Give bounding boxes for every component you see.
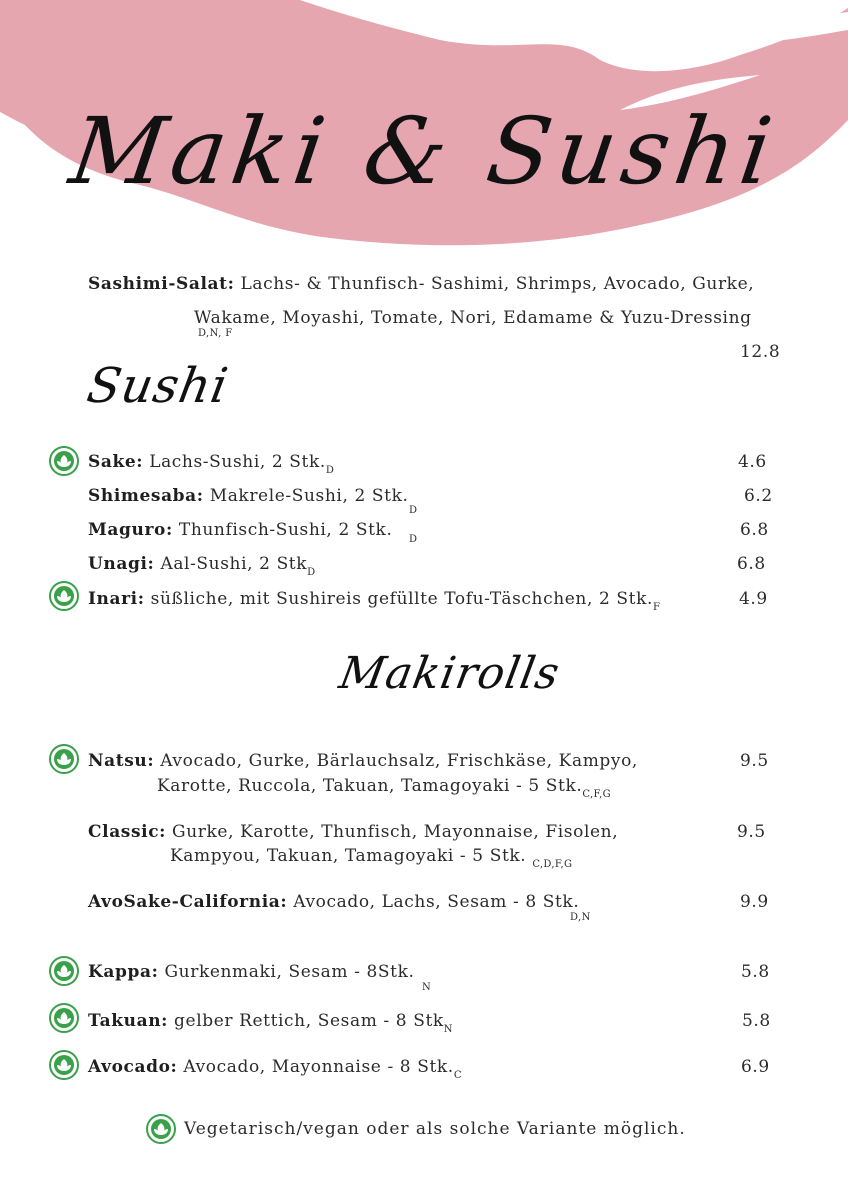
vegetarian-legend: Vegetarisch/vegan oder als solche Variante möglich.	[184, 1119, 686, 1139]
menu-item-natsu-line-2	[157, 776, 611, 805]
item-price: 9.5	[740, 751, 769, 771]
item-desc: Avocado, Gurke, Bärlauchsalz, Frischkäse, Kampyo,	[160, 751, 638, 771]
item-allergens: F	[652, 602, 661, 613]
menu-item-classic	[88, 822, 618, 842]
item-price: 6.8	[737, 554, 766, 574]
item-price: 4.9	[739, 589, 768, 609]
item-name: Natsu:	[88, 751, 155, 771]
item-price: 6.8	[740, 520, 769, 540]
item-desc: süßliche, mit Sushireis gefüllte Tofu-Täschchen, 2 Stk.	[150, 589, 653, 609]
item-desc: Karotte, Ruccola, Takuan, Tamagoyaki - 5 Stk.	[157, 776, 583, 796]
item-allergens: C	[453, 1070, 462, 1081]
item-name: Maguro:	[88, 520, 173, 540]
item-desc: Gurke, Karotte, Thunfisch, Mayonnaise, Fisolen,	[172, 822, 619, 842]
item-allergens: N	[443, 1024, 453, 1035]
item-name: Avocado:	[88, 1057, 178, 1077]
salad-allergens: D,N, F	[198, 328, 233, 339]
vegetarian-leaf-icon	[146, 1114, 176, 1144]
vegetarian-leaf-icon	[49, 581, 79, 611]
item-allergens: D,N	[570, 912, 591, 923]
vegetarian-leaf-icon	[49, 744, 79, 774]
item-name: Unagi:	[88, 554, 155, 574]
item-name: Takuan:	[88, 1011, 169, 1031]
vegetarian-leaf-icon	[49, 1003, 79, 1033]
item-desc: Thunfisch-Sushi, 2 Stk.	[178, 520, 393, 540]
salad-name: Sashimi-Salat:	[88, 274, 235, 294]
item-name: AvoSake-California:	[88, 892, 288, 912]
menu-item-avosake-california	[88, 892, 579, 912]
item-price: 5.8	[742, 1011, 771, 1031]
menu-item-classic-line-2	[170, 846, 572, 875]
menu-item-kappa	[88, 962, 415, 982]
menu-item-inari	[88, 589, 660, 618]
menu-item-avocado	[88, 1057, 462, 1086]
item-desc: Avocado, Mayonnaise - 8 Stk.	[183, 1057, 454, 1077]
item-name: Kappa:	[88, 962, 159, 982]
item-name: Classic:	[88, 822, 167, 842]
item-allergens: N	[422, 982, 432, 993]
salad-line-1	[88, 274, 754, 294]
item-allergens: D	[409, 505, 418, 516]
item-desc: Avocado, Lachs, Sesam - 8 Stk.	[293, 892, 580, 912]
item-name: Sake:	[88, 452, 144, 472]
item-price: 6.9	[741, 1057, 770, 1077]
item-price: 9.5	[737, 822, 766, 842]
item-allergens: D	[307, 567, 316, 578]
section-heading-sushi: Sushi	[83, 358, 233, 414]
menu-item-natsu	[88, 751, 638, 771]
menu-item-shimesaba	[88, 486, 408, 506]
salad-price: 12.8	[740, 342, 781, 362]
salad-desc-2: Wakame, Moyashi, Tomate, Nori, Edamame & Yuzu-Dressing	[194, 308, 752, 328]
item-name: Inari:	[88, 589, 145, 609]
item-desc: Makrele-Sushi, 2 Stk.	[209, 486, 409, 506]
vegetarian-leaf-icon	[49, 956, 79, 986]
section-heading-makirolls: Makirolls	[335, 648, 564, 699]
item-name: Shimesaba:	[88, 486, 204, 506]
item-price: 4.6	[738, 452, 767, 472]
vegetarian-leaf-icon	[49, 1050, 79, 1080]
menu-item-takuan	[88, 1011, 453, 1040]
item-desc: Kampyou, Takuan, Tamagoyaki - 5 Stk.	[170, 846, 527, 866]
item-desc: Gurkenmaki, Sesam - 8Stk.	[164, 962, 415, 982]
item-allergens: D	[325, 465, 335, 476]
item-allergens: C,D,F,G	[532, 859, 573, 870]
menu-item-maguro	[88, 520, 392, 540]
menu-item-unagi	[88, 554, 315, 583]
vegetarian-leaf-icon	[49, 446, 79, 476]
page-title: Maki & Sushi	[64, 98, 784, 205]
item-allergens: D	[409, 534, 418, 545]
item-desc: Aal-Sushi, 2 Stk	[160, 554, 308, 574]
item-price: 6.2	[744, 486, 773, 506]
item-price: 5.8	[741, 962, 770, 982]
item-desc: gelber Rettich, Sesam - 8 Stk	[174, 1011, 444, 1031]
item-allergens: C,F,G	[582, 789, 611, 800]
menu-item-sake	[88, 452, 334, 481]
item-price: 9.9	[740, 892, 769, 912]
salad-desc-1: Lachs- & Thunfisch- Sashimi, Shrimps, Avocado, Gurke,	[240, 274, 755, 294]
item-desc: Lachs-Sushi, 2 Stk.	[149, 452, 326, 472]
